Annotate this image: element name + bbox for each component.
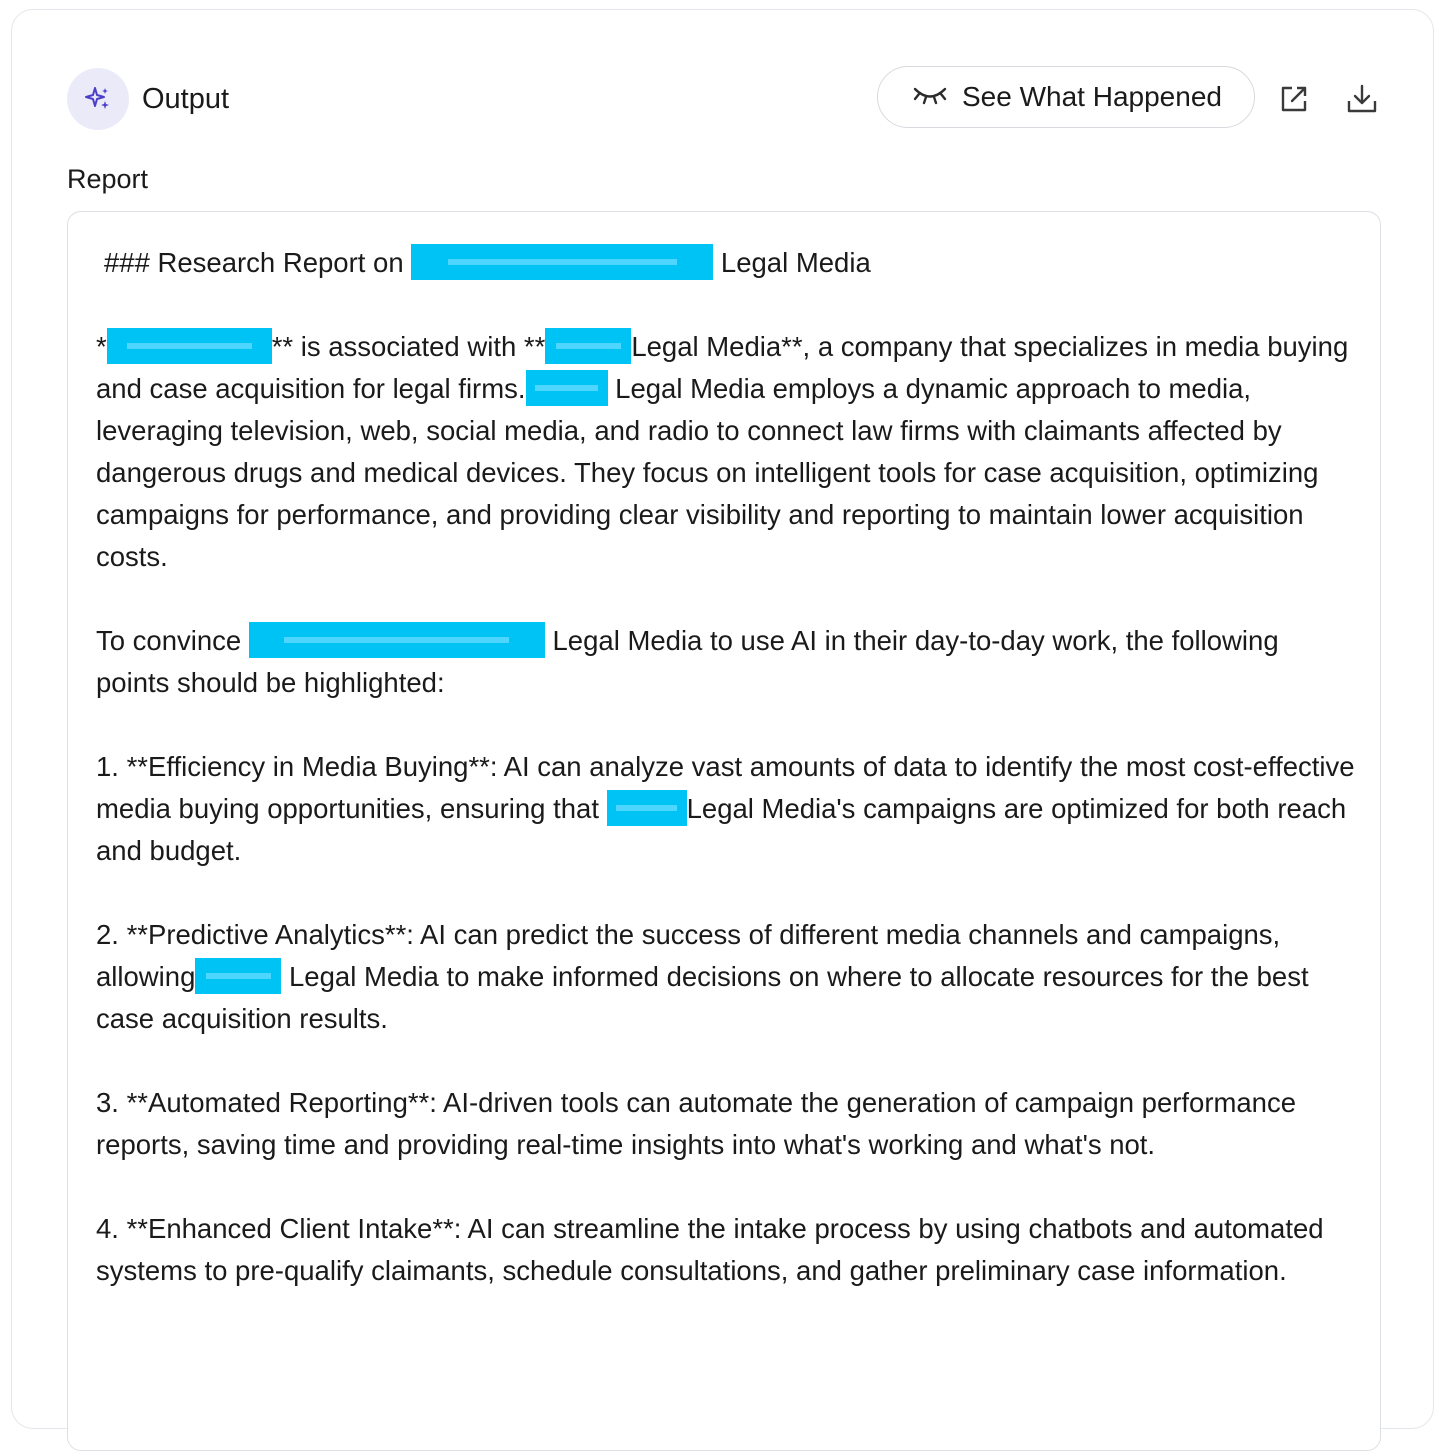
heading-prefix: ### Research Report on [104, 247, 412, 278]
point-1 [96, 746, 1358, 872]
heading-suffix: Legal Media [713, 247, 871, 278]
redaction-block [545, 328, 631, 364]
point-1-text-a: 1. **Efficiency in Media Buying**: AI can analyze vast amounts of data to identify the most cost-effective media buying opportunities, ensuring that [96, 751, 1355, 824]
point-4: 4. **Enhanced Client Intake**: AI can streamline the intake process by using chatbots and automated systems to pre-qualify claimants, schedule consultations, and gather preliminary case information. [96, 1213, 1324, 1286]
external-link-icon[interactable] [1277, 82, 1311, 116]
redaction-block [411, 244, 713, 280]
intro-text-a: * [96, 331, 107, 362]
report-heading [96, 242, 1358, 284]
output-title: Output [142, 83, 230, 115]
sparkles-icon [67, 68, 129, 130]
see-what-happened-button[interactable] [877, 66, 1255, 128]
convince-text-b: Legal Media to use AI in their day-to-day work, the following points should be highlighted: [96, 625, 1279, 698]
redaction-block [607, 790, 687, 826]
intro-text-c: Legal Media**, a company that specializes in media buying and case acquisition for legal firms. [96, 331, 1349, 404]
redaction-block [195, 958, 281, 994]
closed-eye-icon [912, 84, 948, 111]
report-label: Report [67, 164, 149, 194]
intro-text-b: ** is associated with ** [271, 331, 546, 362]
redaction-block [107, 328, 272, 364]
report-text [96, 242, 1358, 1334]
download-icon[interactable] [1345, 82, 1379, 116]
see-what-happened-label: See What Happened [962, 81, 1222, 112]
point-2-text-a: 2. **Predictive Analytics**: AI can predict the success of different media channels and campaigns, allowing [96, 919, 1281, 992]
report-content-box[interactable] [67, 211, 1381, 1451]
intro-paragraph [96, 326, 1358, 578]
convince-paragraph [96, 620, 1358, 704]
point-1-text-b: Legal Media's campaigns are optimized for both reach and budget. [96, 793, 1347, 866]
point-2 [96, 914, 1358, 1040]
point-3: 3. **Automated Reporting**: AI-driven tools can automate the generation of campaign performance reports, saving time and providing real-time insights into what's working and what's not. [96, 1087, 1297, 1160]
output-header [12, 10, 1433, 190]
intro-text-d: Legal Media employs a dynamic approach to media, leveraging television, web, social media, and radio to connect law firms with claimants affected by dangerous drugs and medical devices. They focus on intelligent tools for case acquisition, optimizing campaigns for performance, and providing clear visibility and reporting to maintain lower acquisition costs. [96, 373, 1319, 572]
point-2-text-b: Legal Media to make informed decisions on where to allocate resources for the best case acquisition results. [96, 961, 1309, 1034]
redaction-block [526, 370, 608, 406]
output-panel [11, 9, 1434, 1429]
redaction-block [249, 622, 545, 658]
convince-text-a: To convince [96, 625, 249, 656]
